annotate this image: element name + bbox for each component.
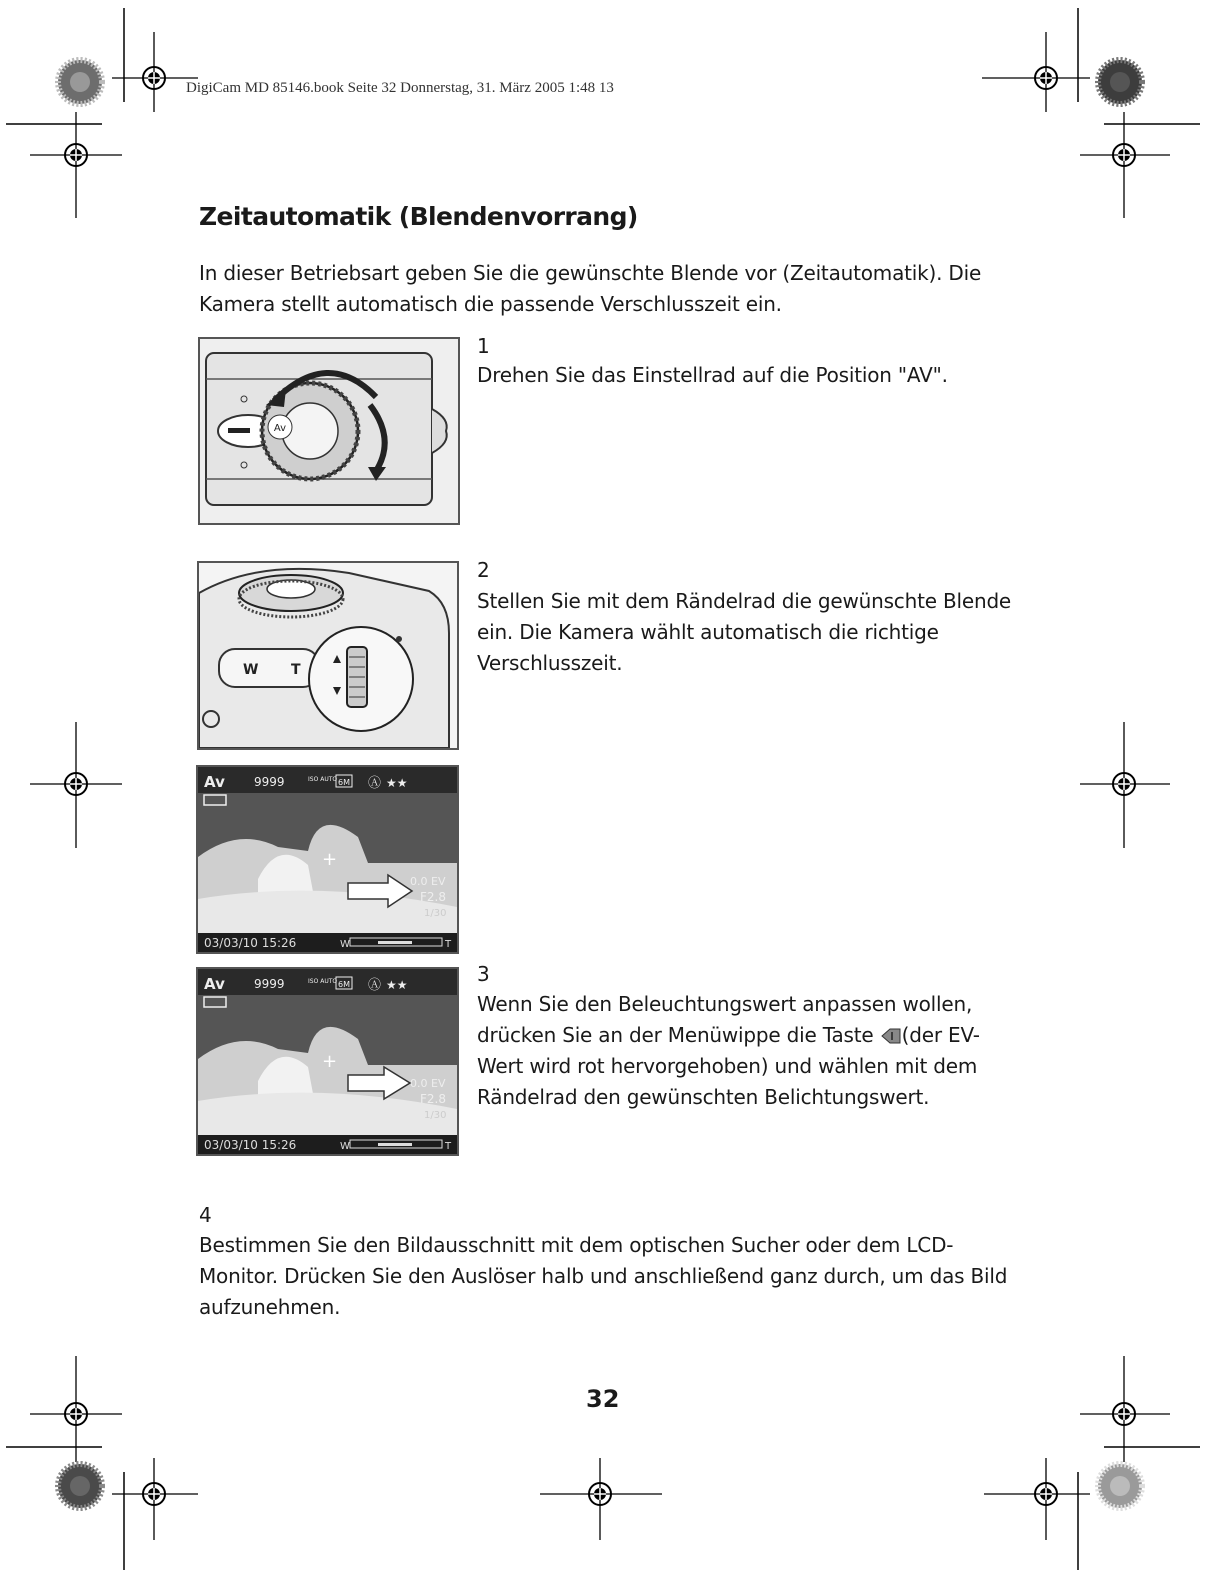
svg-text:★★: ★★ [386, 978, 408, 992]
lcd-shutter: 1/30 [424, 1110, 447, 1121]
color-wheel-icon [58, 60, 102, 104]
step-3-number: 3 [477, 962, 490, 986]
lcd-ev: 0.0 EV [410, 875, 446, 888]
lcd-iso: ISO AUTO [308, 776, 338, 783]
zoom-w-label: W [243, 662, 259, 678]
registration-mark-icon [30, 1356, 122, 1462]
lcd-shots: 9999 [254, 775, 285, 789]
step-1-number: 1 [477, 334, 490, 358]
running-header: DigiCam MD 85146.book Seite 32 Donnerstag, 31. März 2005 1:48 13 [186, 80, 614, 96]
step-3-text [477, 989, 1017, 1113]
lcd-size: 6M [338, 778, 350, 787]
svg-text:Ⓐ: Ⓐ [368, 776, 382, 791]
svg-text:Ⓐ: Ⓐ [368, 978, 382, 993]
step-2-text: Stellen Sie mit dem Rändelrad die gewünschte Blende ein. Die Kamera wählt automatisch die richtige Verschlusszeit. [477, 589, 1012, 675]
registration-mark-icon [112, 32, 198, 112]
registration-mark-icon [30, 722, 122, 848]
step-2-number: 2 [477, 558, 490, 582]
page-number: 32 [586, 1385, 620, 1413]
lcd-screen-ev-adjust [196, 967, 459, 1156]
lcd-size: 6M [338, 980, 350, 989]
step-3-text-after: (der EV-Wert wird rot hervorgehoben) und wählen mit dem Rändelrad den gewünschten Belichtungswert. [477, 1023, 980, 1109]
color-wheel-icon [58, 1464, 102, 1508]
lcd-ev: 0.0 EV [410, 1077, 446, 1090]
svg-text:+: + [322, 1051, 338, 1072]
lcd-datetime: 03/03/10 15:26 [204, 1138, 297, 1152]
color-wheel-icon [1098, 1464, 1142, 1508]
lcd-mode: Av [204, 773, 225, 791]
registration-mark-icon [112, 1458, 198, 1540]
page-title: Zeitautomatik (Blendenvorrang) [199, 202, 638, 231]
registration-mark-icon [982, 32, 1090, 112]
step-3-text-before: Wenn Sie den Beleuchtungswert anpassen wollen, drücken Sie an der Menüwippe die Taste [477, 992, 973, 1047]
lcd-iso: ISO AUTO [308, 978, 338, 985]
registration-mark-icon [1080, 722, 1170, 848]
lcd-mode: Av [204, 975, 225, 993]
lcd-shutter: 1/30 [424, 908, 447, 919]
zoom-t-label: T [291, 662, 301, 678]
lcd-shots: 9999 [254, 977, 285, 991]
mode-dial-illustration [198, 337, 460, 525]
registration-mark-icon [984, 1458, 1090, 1540]
svg-text:+: + [322, 849, 338, 870]
lcd-datetime: 03/03/10 15:26 [204, 936, 297, 950]
thumb-wheel-illustration [197, 561, 459, 750]
arrow-left-button-icon [880, 1023, 902, 1041]
registration-mark-icon [540, 1458, 662, 1540]
svg-text:★★: ★★ [386, 776, 408, 790]
lcd-aperture: F2.8 [420, 890, 446, 904]
color-wheel-icon [1098, 60, 1142, 104]
lcd-zoom-t: T [445, 1141, 452, 1152]
intro-paragraph: In dieser Betriebsart geben Sie die gewünschte Blende vor (Zeitautomatik). Die Kamera stellt automatisch die passende Verschlusszeit ein. [199, 261, 982, 316]
step-4-text: Bestimmen Sie den Bildausschnitt mit dem optischen Sucher oder dem LCD-Monitor. Drücken Sie den Auslöser halb und anschließend ganz durch, um das Bild aufzunehmen. [199, 1233, 1008, 1319]
lcd-zoom-t: T [445, 939, 452, 950]
registration-mark-icon [1080, 112, 1170, 218]
lcd-zoom-w: W [340, 1141, 350, 1152]
step-4-number: 4 [199, 1203, 212, 1227]
step-1-text: Drehen Sie das Einstellrad auf die Position "AV". [477, 363, 948, 387]
registration-mark-icon [30, 112, 122, 218]
lcd-aperture: F2.8 [420, 1092, 446, 1106]
lcd-zoom-w: W [340, 939, 350, 950]
dial-av-label: Av [273, 423, 287, 434]
registration-mark-icon [1080, 1356, 1170, 1462]
lcd-screen-preview [196, 765, 459, 954]
